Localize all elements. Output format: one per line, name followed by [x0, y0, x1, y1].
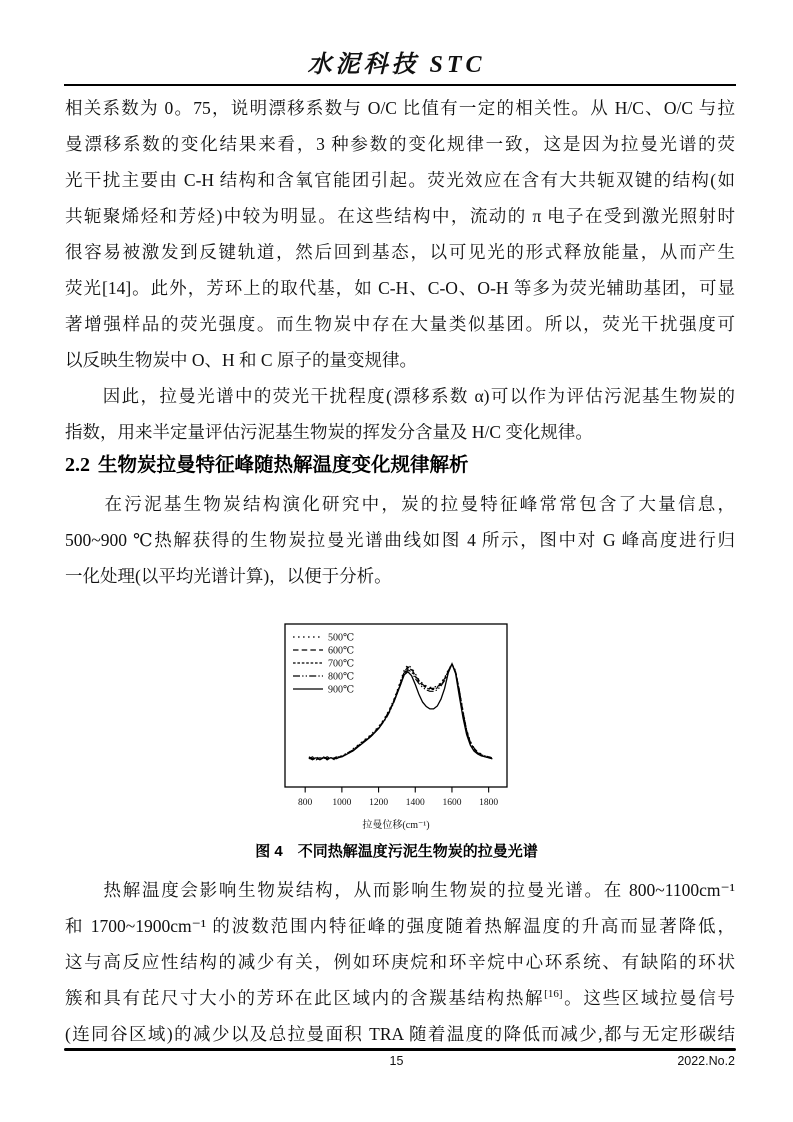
body-line: 以反映生物炭中 O、H 和 C 原子的量变规律。: [65, 350, 417, 370]
body-line: 指数，用来半定量评估污泥基生物炭的挥发分含量及 H/C 变化规律。: [65, 422, 593, 442]
paragraph-4: [65, 872, 735, 1052]
issue-number: 2022.No.2: [677, 1054, 735, 1068]
body-line: 在污泥基生物炭结构演化研究中，炭的拉曼特征峰常常包含了大量信息，: [65, 494, 735, 514]
header-rule: [64, 84, 736, 86]
body-text: 簇和具有芘尺寸大小的芳环在此区域内的含羰基结构热解: [65, 988, 545, 1008]
body-line: 500~900 ℃热解获得的生物炭拉曼光谱曲线如图 4 所示，图中对 G 峰高度进行归: [65, 530, 735, 550]
journal-header-title: 水泥科技 STC: [307, 52, 486, 78]
body-line: 共轭聚烯烃和芳烃)中较为明显。在这些结构中，流动的 π 电子在受到激光照射时: [65, 206, 735, 226]
svg-text:600℃: 600℃: [328, 645, 355, 657]
body-text: 。这些区域拉曼信号: [562, 988, 736, 1008]
footer-rule: [64, 1048, 736, 1051]
paragraph-3: [65, 486, 735, 594]
raman-chart: [277, 616, 517, 836]
figure-caption: 图 4 不同热解温度污泥生物炭的拉曼光谱: [255, 843, 538, 860]
svg-text:500℃: 500℃: [328, 632, 355, 644]
body-line: 相关系数为 0。75，说明漂移系数与 O/C 比值有一定的相关性。从 H/C、O/C 与拉: [65, 98, 735, 118]
svg-text:900℃: 900℃: [328, 684, 355, 696]
body-line: 热解温度会影响生物炭结构，从而影响生物炭的拉曼光谱。在 800~1100cm⁻¹: [65, 880, 735, 900]
body-line: 光干扰主要由 C-H 结构和含氧官能团引起。荧光效应在含有大共轭双键的结构(如: [65, 170, 735, 190]
figure-4: [277, 616, 517, 836]
svg-text:1800: 1800: [479, 798, 499, 808]
page-number: 15: [389, 1054, 404, 1068]
svg-text:拉曼位移(cm⁻¹): 拉曼位移(cm⁻¹): [362, 820, 430, 831]
svg-text:1600: 1600: [442, 798, 462, 808]
body-line: 很容易被激发到反键轨道，然后回到基态，以可见光的形式释放能量，从而产生: [65, 242, 735, 262]
svg-text:1000: 1000: [332, 798, 352, 808]
body-line: 一化处理(以平均光谱计算)，以便于分析。: [65, 566, 392, 586]
body-line: 著增强样品的荧光强度。而生物炭中存在大量类似基团。所以，荧光干扰强度可: [65, 314, 735, 334]
svg-text:800℃: 800℃: [328, 671, 355, 683]
paragraph-1: [65, 90, 735, 378]
svg-text:1400: 1400: [405, 798, 425, 808]
section-heading: [65, 448, 735, 482]
citation-superscript: [16]: [544, 988, 563, 1001]
body-line: 因此，拉曼光谱中的荧光干扰程度(漂移系数 α)可以作为评估污泥基生物炭的: [65, 386, 735, 406]
body-line: 和 1700~1900cm⁻¹ 的波数范围内特征峰的强度随着热解温度的升高而显著降低，: [65, 916, 735, 936]
section-number: 2.2: [65, 454, 90, 476]
paragraph-2: [65, 378, 735, 450]
body-line: [65, 980, 735, 1016]
svg-text:700℃: 700℃: [328, 658, 355, 670]
svg-text:800: 800: [298, 798, 313, 808]
body-line: (连同谷区域)的减少以及总拉曼面积 TRA 随着温度的降低而减少,都与无定形碳结: [65, 1024, 735, 1044]
section-title: 生物炭拉曼特征峰随热解温度变化规律解析: [98, 454, 469, 476]
body-line: 这与高反应性结构的减少有关，例如环庚烷和环辛烷中心环系统、有缺陷的环状: [65, 952, 735, 972]
body-line: 曼漂移系数的变化结果来看，3 种参数的变化规律一致，这是因为拉曼光谱的荧: [65, 134, 735, 154]
svg-text:1200: 1200: [369, 798, 389, 808]
body-line: 荧光[14]。此外，芳环上的取代基，如 C-H、C-O、O-H 等多为荧光辅助基团，可显: [65, 278, 735, 298]
